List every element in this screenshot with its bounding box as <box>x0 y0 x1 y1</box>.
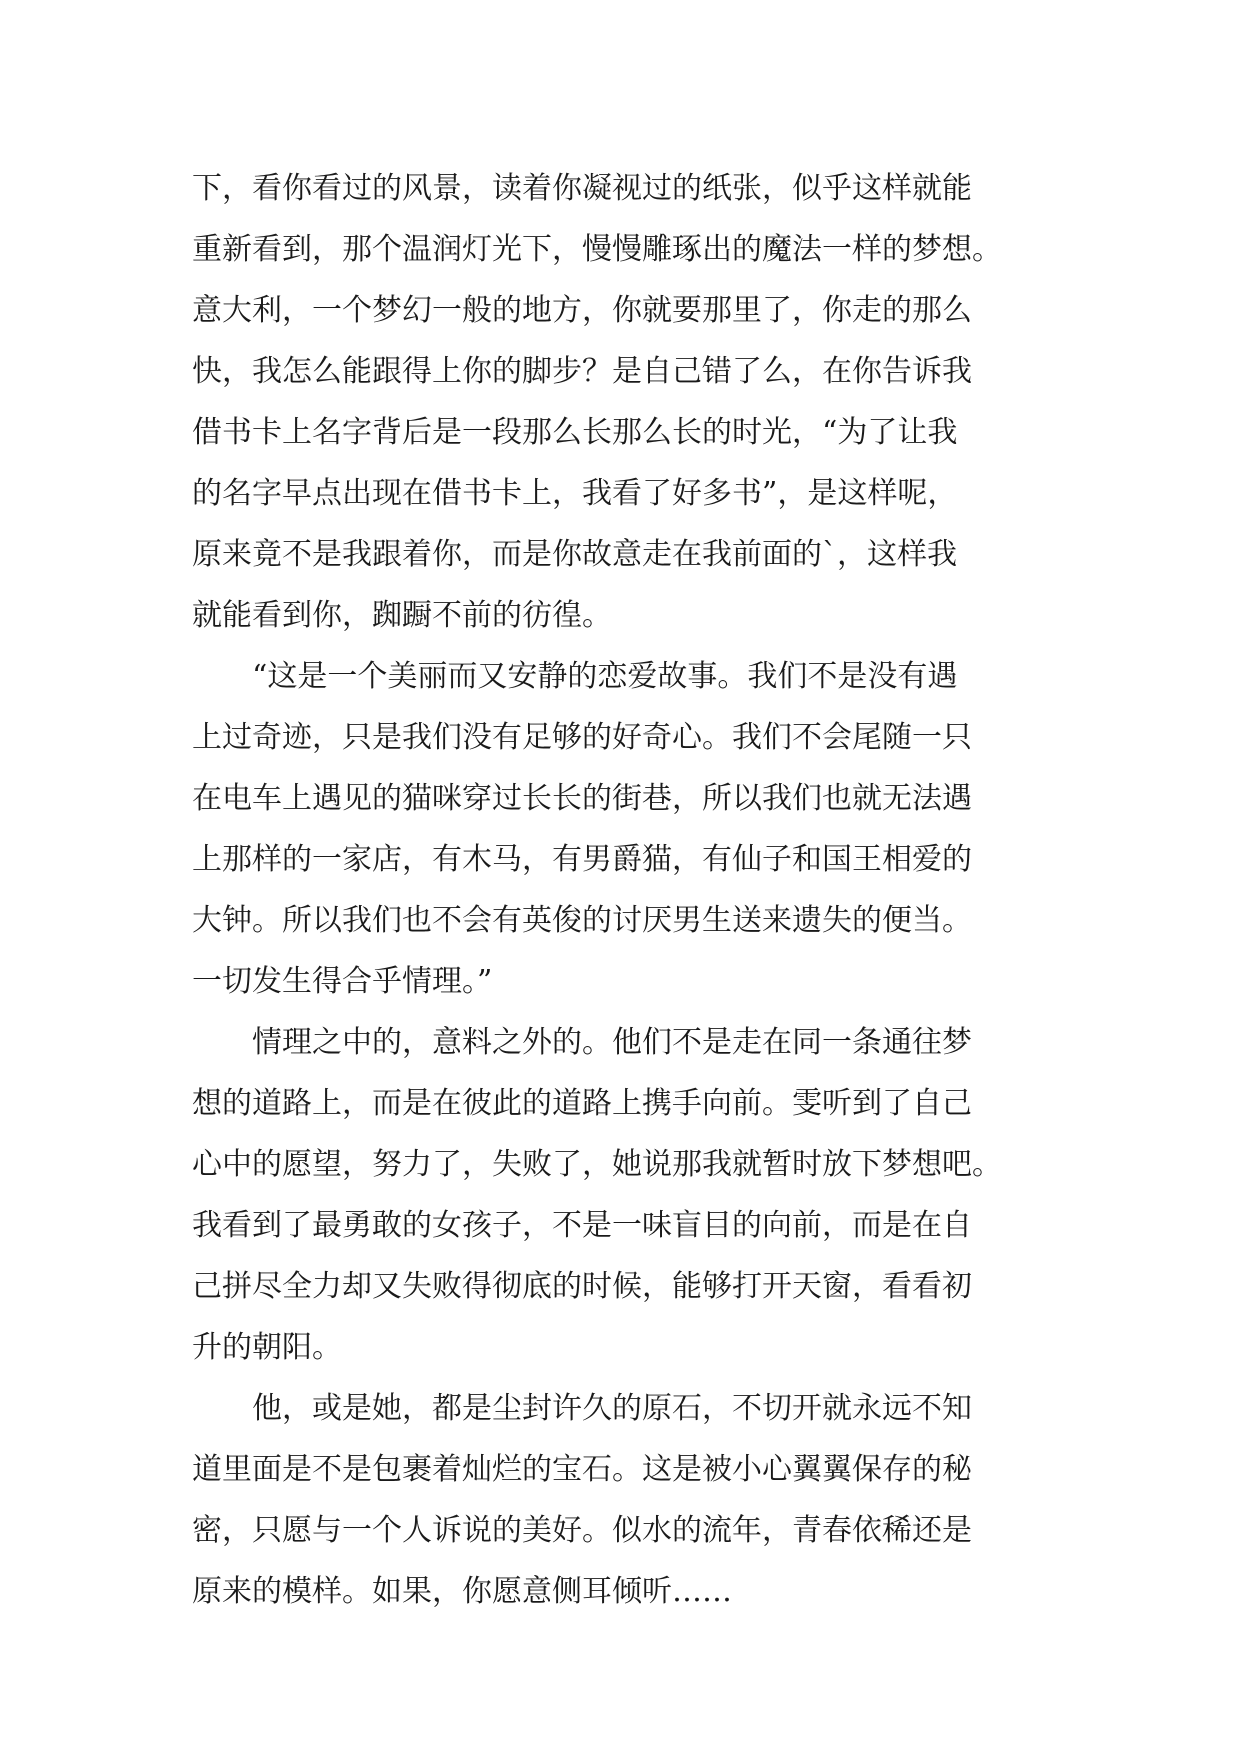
text-line: 道里面是不是包裹着灿烂的宝石。这是被小心翼翼保存的秘 <box>192 1452 972 1487</box>
text-line: 大钟。所以我们也不会有英俊的讨厌男生送来遗失的便当。 <box>192 903 972 938</box>
paragraph-first-line: 情理之中的，意料之外的。他们不是走在同一条通往梦 <box>252 1025 972 1060</box>
text-line: 上过奇迹，只是我们没有足够的好奇心。我们不会尾随一只 <box>192 720 972 755</box>
body-text <box>192 158 1072 1622</box>
text-line: 就能看到你，踟蹰不前的彷徨。 <box>192 598 612 633</box>
text-line: 升的朝阳。 <box>192 1330 342 1365</box>
text-line: 一切发生得合乎情理。” <box>192 964 493 999</box>
text-line: 密，只愿与一个人诉说的美好。似水的流年，青春依稀还是 <box>192 1513 972 1548</box>
text-line: 的名字早点出现在借书卡上，我看了好多书”，是这样呢， <box>192 476 958 511</box>
paragraph-first-line: 他，或是她，都是尘封许久的原石，不切开就永远不知 <box>252 1391 972 1426</box>
text-line: 下，看你看过的风景，读着你凝视过的纸张，似乎这样就能 <box>192 171 972 206</box>
text-line: 己拼尽全力却又失败得彻底的时候，能够打开天窗，看看初 <box>192 1269 972 1304</box>
text-line: 原来的模样。如果，你愿意侧耳倾听…… <box>192 1574 732 1609</box>
text-line: 我看到了最勇敢的女孩子，不是一味盲目的向前，而是在自 <box>192 1208 972 1243</box>
text-line: 在电车上遇见的猫咪穿过长长的街巷，所以我们也就无法遇 <box>192 781 972 816</box>
text-line: 想的道路上，而是在彼此的道路上携手向前。雯听到了自己 <box>192 1086 972 1121</box>
paragraph-first-line: “这是一个美丽而又安静的恋爱故事。我们不是没有遇 <box>252 659 958 694</box>
text-line: 心中的愿望，努力了，失败了，她说那我就暂时放下梦想吧。 <box>192 1147 1002 1182</box>
text-line: 意大利，一个梦幻一般的地方，你就要那里了，你走的那么 <box>192 293 972 328</box>
text-line: 快，我怎么能跟得上你的脚步？是自己错了么，在你告诉我 <box>192 354 972 389</box>
text-line: 重新看到，那个温润灯光下，慢慢雕琢出的魔法一样的梦想。 <box>192 232 1002 267</box>
text-line: 借书卡上名字背后是一段那么长那么长的时光，“为了让我 <box>192 415 958 450</box>
text-line: 上那样的一家店，有木马，有男爵猫，有仙子和国王相爱的 <box>192 842 972 877</box>
text-line: 原来竟不是我跟着你，而是你故意走在我前面的`，这样我 <box>192 537 957 572</box>
